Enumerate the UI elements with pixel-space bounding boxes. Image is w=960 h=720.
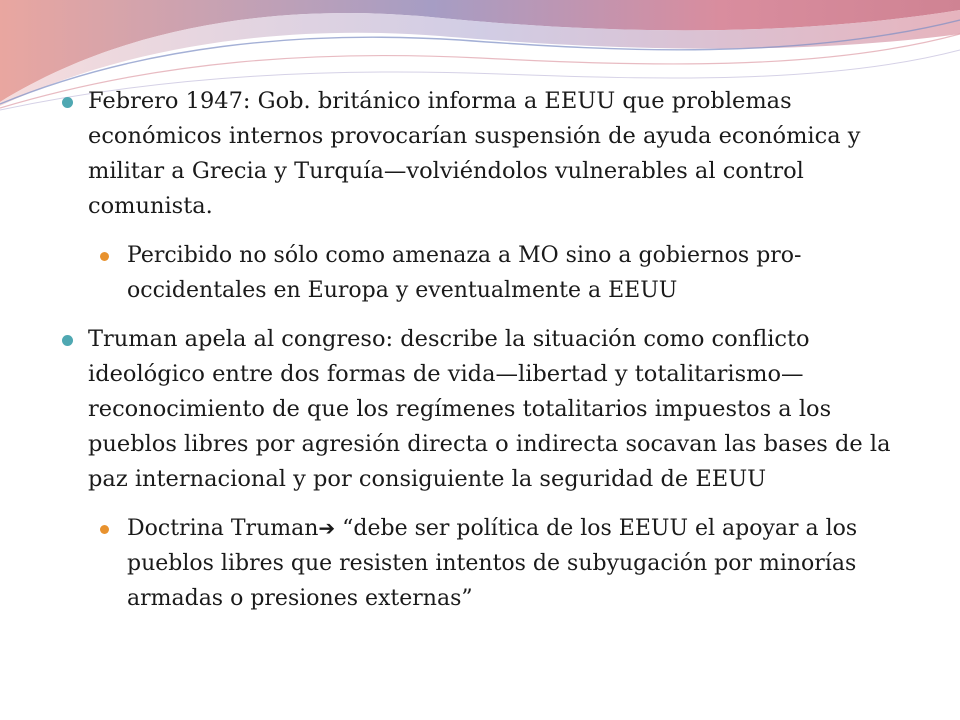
bullet-list (60, 84, 920, 630)
doctrine-quote: “debe ser política de los EEUU el apoyar a los pueblos libres que resisten intentos de subyugación por minorías armadas o presiones externas” (127, 516, 858, 611)
bullet-text: Truman apela al congreso: describe la situación como conflicto ideológico entre dos formas de vida—libertad y totalitarismo—reconocimiento de que los regímenes totalitarios impuestos a los pueblos libres por agresión directa o indirecta socavan las bases de la paz internacional y por consiguiente la seguridad de EEUU (88, 326, 891, 492)
sub-bullet-text: Percibido no sólo como amenaza a MO sino a gobiernos pro-occidentales en Europa y eventualmente a EEUU (127, 243, 802, 303)
bullet-item-2 (60, 322, 920, 497)
sub-bullet-item-1 (100, 238, 920, 308)
teal-bullet-icon (62, 97, 73, 108)
orange-bullet-icon (100, 525, 109, 534)
bullet-item-1 (60, 84, 920, 224)
sub-bullet-item-2 (100, 511, 920, 616)
bullet-text: Febrero 1947: Gob. británico informa a EEUU que problemas económicos internos provocarían suspensión de ayuda económica y militar a Grecia y Turquía—volviéndolos vulnerables al control comunista. (88, 88, 861, 219)
right-arrow-icon: ➔ (318, 516, 336, 540)
orange-bullet-icon (100, 252, 109, 261)
doctrine-label: Doctrina Truman (127, 516, 319, 541)
teal-bullet-icon (62, 335, 73, 346)
